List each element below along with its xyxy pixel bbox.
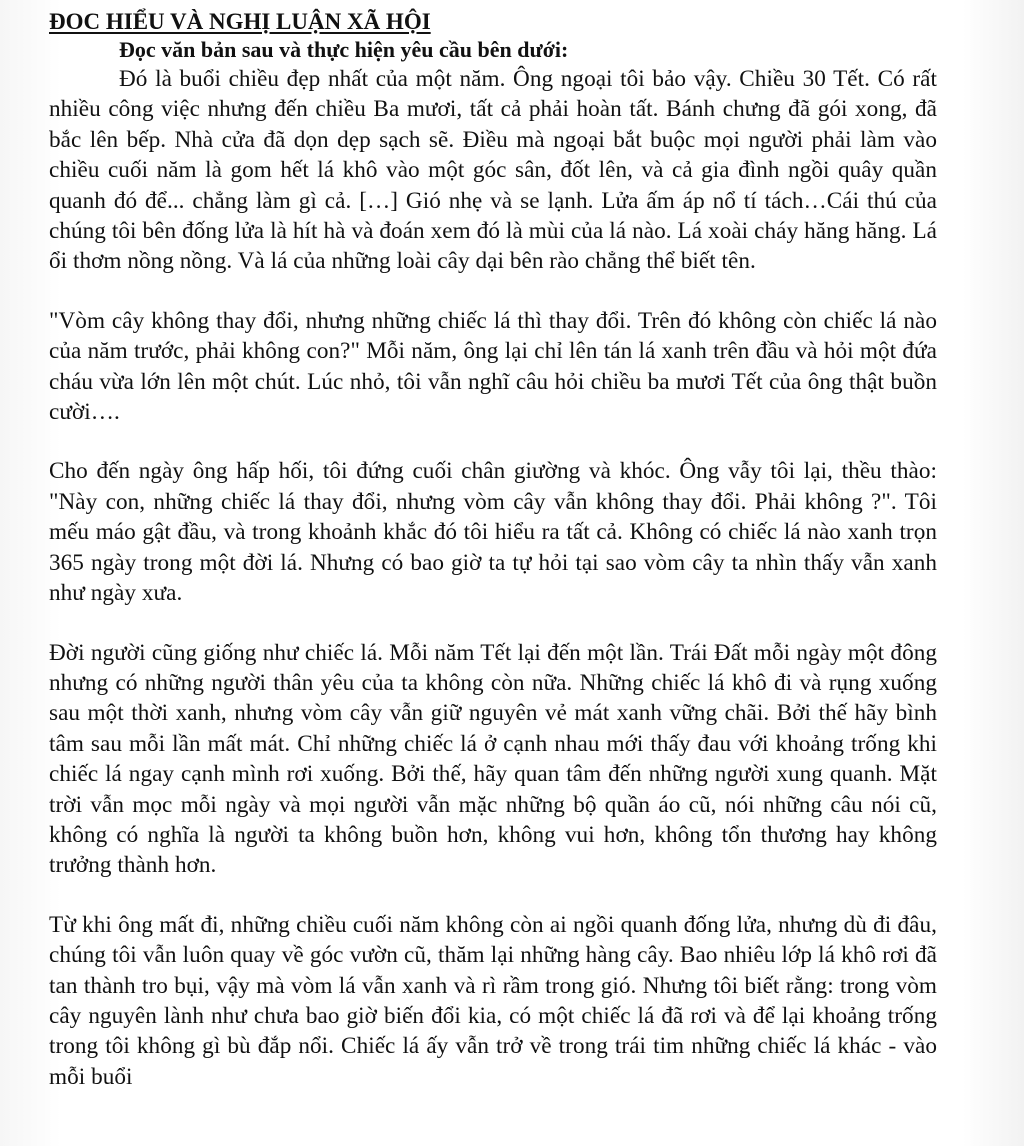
paragraph-1: Đó là buổi chiều đẹp nhất của một năm. Ông ngoại tôi bảo vậy. Chiều 30 Tết. Có rất nhiều công việc nhưng đến chiều Ba mươi, tất cả phải hoàn tất. Bánh chưng đã gói xong, đã bắc lên bếp. Nhà cửa đã dọn dẹp sạch sẽ. Điều mà ngoại bắt buộc mọi người phải làm vào chiều cuối năm là gom hết lá khô vào một góc sân, đốt lên, và cả gia đình ngồi quây quần quanh đó để... chẳng làm gì cả. […] Gió nhẹ và se lạnh. Lửa ấm áp nổ tí tách…Cái thú của chúng tôi bên đống lửa là hít hà và đoán xem đó là mùi của lá nào. Lá xoài cháy hăng hăng. Lá ổi thơm nồng nồng. Và lá của những loài cây dại bên rào chẳng thể biết tên. <box>49 66 937 275</box>
document-content <box>49 8 937 1092</box>
paragraph-3: Cho đến ngày ông hấp hối, tôi đứng cuối chân giường và khóc. Ông vẫy tôi lại, thều thào: "Này con, những chiếc lá thay đổi, nhưng vòm cây vẫn không thay đổi. Phải không ?". Tôi mếu máo gật đầu, và trong khoảnh khắc đó tôi hiểu ra tất cả. Không có chiếc lá nào xanh trọn 365 ngày trong một đời lá. Nhưng có bao giờ ta tự hỏi tại sao vòm cây ta nhìn thấy vẫn xanh như ngày xưa. <box>49 458 937 607</box>
reading-instruction: Đọc văn bản sau và thực hiện yêu cầu bên dưới: <box>119 37 569 62</box>
paragraph-2: "Vòm cây không thay đổi, nhưng những chiếc lá thì thay đổi. Trên đó không còn chiếc lá nào của năm trước, phải không con?" Mỗi năm, ông lại chỉ lên tán lá xanh trên đầu và hỏi một đứa cháu vừa lớn lên một chút. Lúc nhỏ, tôi vẫn nghĩ câu hỏi chiều ba mươi Tết của ông thật buồn cười…. <box>49 307 937 426</box>
section-heading: ĐOC HIỂU VÀ NGHỊ LUẬN XÃ HỘI <box>49 9 431 34</box>
paragraph-5: Từ khi ông mất đi, những chiều cuối năm không còn ai ngồi quanh đống lửa, nhưng dù đi đâu, chúng tôi vẫn luôn quay về góc vườn cũ, thăm lại những hàng cây. Bao nhiêu lớp lá khô rơi đã tan thành tro bụi, vậy mà vòm lá vẫn xanh và rì rầm trong gió. Nhưng tôi biết rằng: trong vòm cây nguyên lành như chưa bao giờ biến đổi kia, có một chiếc lá đã rơi và để lại khoảng trống trong tôi không gì bù đắp nổi. Chiếc lá ấy vẫn trở về trong trái tim những chiếc lá khác - vào mỗi buổi <box>49 911 937 1090</box>
paragraph-4: Đời người cũng giống như chiếc lá. Mỗi năm Tết lại đến một lần. Trái Đất mỗi ngày một đông nhưng có những người thân yêu của ta không còn nữa. Những chiếc lá khô đi và rụng xuống sau một thời xanh, nhưng vòm cây vẫn giữ nguyên vẻ mát xanh vững chãi. Bởi thế hãy bình tâm sau mỗi lần mất mát. Chỉ những chiếc lá ở cạnh nhau mới thấy đau với khoảng trống khi chiếc lá ngay cạnh mình rơi xuống. Bởi thế, hãy quan tâm đến những người xung quanh. Mặt trời vẫn mọc mỗi ngày và mọi người vẫn mặc những bộ quần áo cũ, nói những câu nói cũ, không có nghĩa là người ta không buồn hơn, không vui hơn, không tổn thương hay không trưởng thành hơn. <box>49 639 937 879</box>
